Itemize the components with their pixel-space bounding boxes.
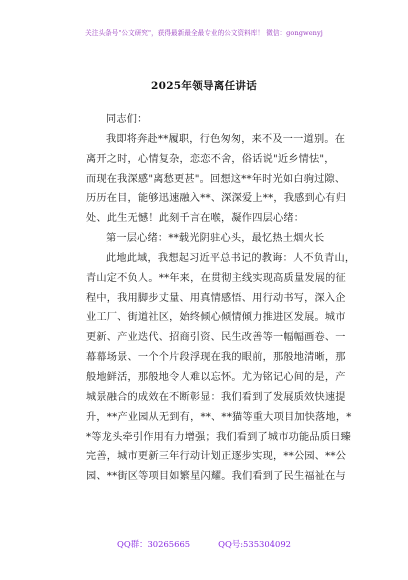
paragraph-line: 离开之时，心情复杂，恋恋不舍，俗话说"近乡情怯"， (86, 153, 335, 165)
qq-number: QQ号:535304092 (218, 539, 291, 549)
paragraph-line: 般地鲜活，那般地令人难以忘怀。尤为铭记心间的是，产 (86, 371, 346, 383)
header-banner: 关注头条号"公文研究"，获得最新最全最专业的公文资料库！ 微信：gongwenyj (85, 29, 323, 37)
document-title: 2025年领导离任讲话 (150, 80, 258, 92)
paragraph-line: 更新、产业迭代、招商引资、民生改善等一幅幅画卷、一 (86, 332, 346, 344)
document-body (86, 110, 354, 487)
paragraph-line: 升，**产业园从无到有，**、**猫等重大项目加快落地，* (86, 411, 352, 423)
paragraph-line: 我即将奔赴**履职，行色匆匆，来不及一一道别。在 (106, 133, 346, 145)
section-heading: 第一层心绪：**载光阴驻心头，最忆热土烟火长 (106, 233, 325, 245)
paragraph-line: 处、此生无憾！此刻千言在喉，凝作四层心绪： (86, 213, 305, 225)
paragraph-line: 青山定不负人。**年来，在贯彻主线实现高质量发展的征 (86, 272, 346, 284)
paragraph-line: 园、**街区等项目如繁星闪耀。我们看到了民生福祉在与 (86, 471, 346, 483)
salutation: 同志们： (106, 114, 148, 125)
paragraph-line: 程中，我用脚步丈量、用真情感悟、用行动书写，深入企 (86, 292, 346, 304)
qq-group-number: QQ群：30265665 (117, 539, 191, 549)
paragraph-line: 完善，城市更新三年行动计划正逐步实现，**公园、**公 (86, 451, 347, 463)
paragraph-line: 幕幕场景、一个个片段浮现在我的眼前，那般地清晰，那 (86, 352, 346, 364)
paragraph-line: *等龙头牵引作用有力增强；我们看到了城市功能品质日臻 (86, 431, 351, 443)
paragraph-line: 此地此域，我想起习近平总书记的教诲：人不负青山， (106, 252, 356, 264)
paragraph-line: 历历在目，能够迅速融入**、深深爱上**，我感到心有归 (86, 193, 347, 205)
paragraph-line: 而现在我深感"离愁更甚"。回想这**年时光如白驹过隙、 (86, 173, 346, 185)
paragraph-line: 业工厂、街道社区，始终倾心倾情倾力推进区发展。城市 (86, 312, 346, 324)
footer-contact (0, 538, 408, 550)
paragraph-line: 城景融合的成效在不断彰显：我们看到了发展质效快速提 (86, 391, 346, 403)
